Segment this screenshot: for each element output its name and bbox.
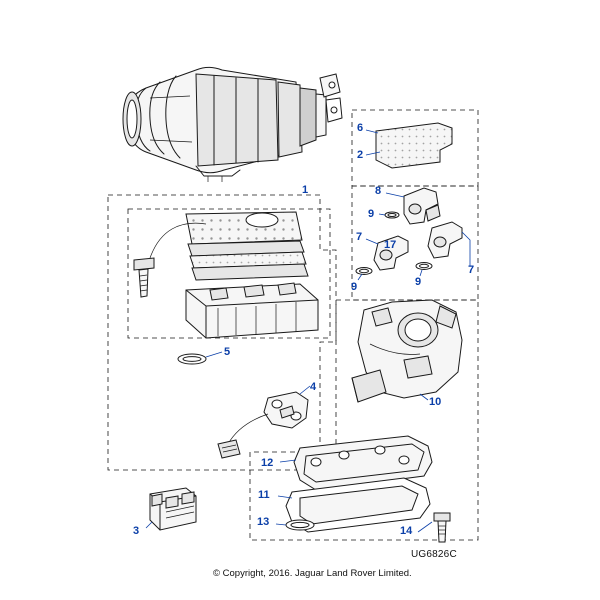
copyright-notice: © Copyright, 2016. Jaguar Land Rover Limited. bbox=[213, 568, 412, 579]
callout-3: 3 bbox=[133, 525, 140, 537]
callout-12: 12 bbox=[261, 457, 274, 469]
sensor-4-illustration bbox=[218, 386, 310, 458]
callout-1: 1 bbox=[302, 184, 309, 196]
callout-7-right: 7 bbox=[468, 264, 475, 276]
callout-17: 17 bbox=[384, 239, 397, 251]
callout-13: 13 bbox=[257, 516, 270, 528]
callout-9-lower-left: 9 bbox=[351, 281, 358, 293]
callout-9-upper: 9 bbox=[368, 208, 375, 220]
callout-4: 4 bbox=[310, 381, 317, 393]
callout-7-left: 7 bbox=[356, 231, 363, 243]
callout-9-lower-right: 9 bbox=[415, 276, 422, 288]
housing-10-illustration bbox=[352, 300, 462, 402]
o-ring-13-illustration bbox=[276, 520, 314, 530]
callout-5: 5 bbox=[224, 346, 231, 358]
solenoid-pack-3-illustration bbox=[146, 488, 196, 530]
callout-11: 11 bbox=[258, 489, 270, 501]
callout-6: 6 bbox=[357, 122, 364, 134]
part-code-label: UG6826C bbox=[411, 549, 457, 560]
bolt-14-illustration bbox=[418, 513, 450, 542]
callout-2: 2 bbox=[357, 149, 364, 161]
callout-8: 8 bbox=[375, 185, 382, 197]
callout-10: 10 bbox=[429, 396, 442, 408]
solenoid-8-illustration bbox=[379, 188, 440, 224]
solenoid-7-right-illustration bbox=[416, 222, 470, 276]
valve-block-stack-illustration bbox=[134, 212, 318, 338]
gasket-plate-illustration bbox=[366, 123, 452, 168]
solenoid-17-illustration bbox=[356, 236, 408, 280]
callout-14: 14 bbox=[400, 525, 413, 537]
o-ring-5-illustration bbox=[178, 352, 222, 364]
transmission-assembly-illustration bbox=[123, 67, 342, 182]
